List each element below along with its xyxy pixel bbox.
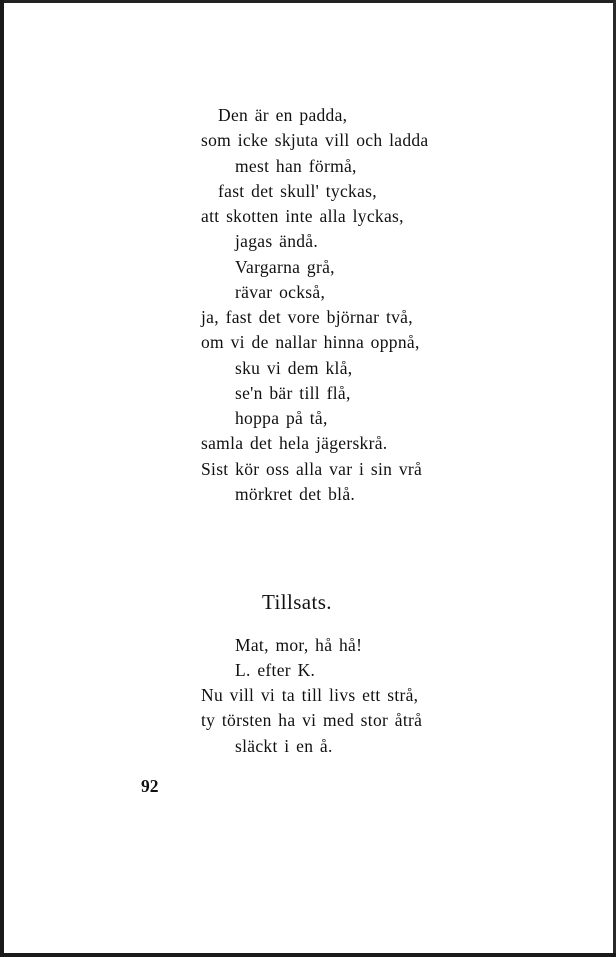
poem-line: Mat, mor, hå hå!: [235, 635, 363, 655]
poem-line: mest han förmå,: [235, 156, 357, 176]
poem-line: ja, fast det vore björnar två,: [201, 307, 413, 327]
poem-line: rävar också,: [235, 282, 326, 302]
poem-line: släckt i en å.: [235, 736, 333, 756]
poem-line: Nu vill vi ta till livs ett strå,: [201, 685, 419, 705]
poem-line: Den är en padda,: [218, 105, 348, 125]
poem-line: Sist kör oss alla var i sin vrå: [201, 459, 423, 479]
page-number: 92: [141, 776, 159, 796]
poem-line: som icke skjuta vill och ladda: [201, 130, 429, 150]
poem-line: fast det skull' tyckas,: [218, 181, 377, 201]
page-edge-left: [0, 0, 4, 957]
page-edge-bottom: [0, 953, 616, 957]
poem-line: ty törsten ha vi med stor åtrå: [201, 710, 423, 730]
poem-line: sku vi dem klå,: [235, 358, 353, 378]
poem-line: Vargarna grå,: [235, 257, 335, 277]
poem-line: samla det hela jägerskrå.: [201, 433, 388, 453]
page-edge-top: [0, 0, 616, 3]
poem-line: hoppa på tå,: [235, 408, 328, 428]
poem-line: L. efter K.: [235, 660, 316, 680]
poem-line: att skotten inte alla lyckas,: [201, 206, 404, 226]
section-heading: Tillsats.: [262, 590, 332, 614]
poem-line: se'n bär till flå,: [235, 383, 351, 403]
poem-line: mörkret det blå.: [235, 484, 356, 504]
poem-line: jagas ändå.: [235, 231, 319, 251]
poem-line: om vi de nallar hinna oppnå,: [201, 332, 420, 352]
